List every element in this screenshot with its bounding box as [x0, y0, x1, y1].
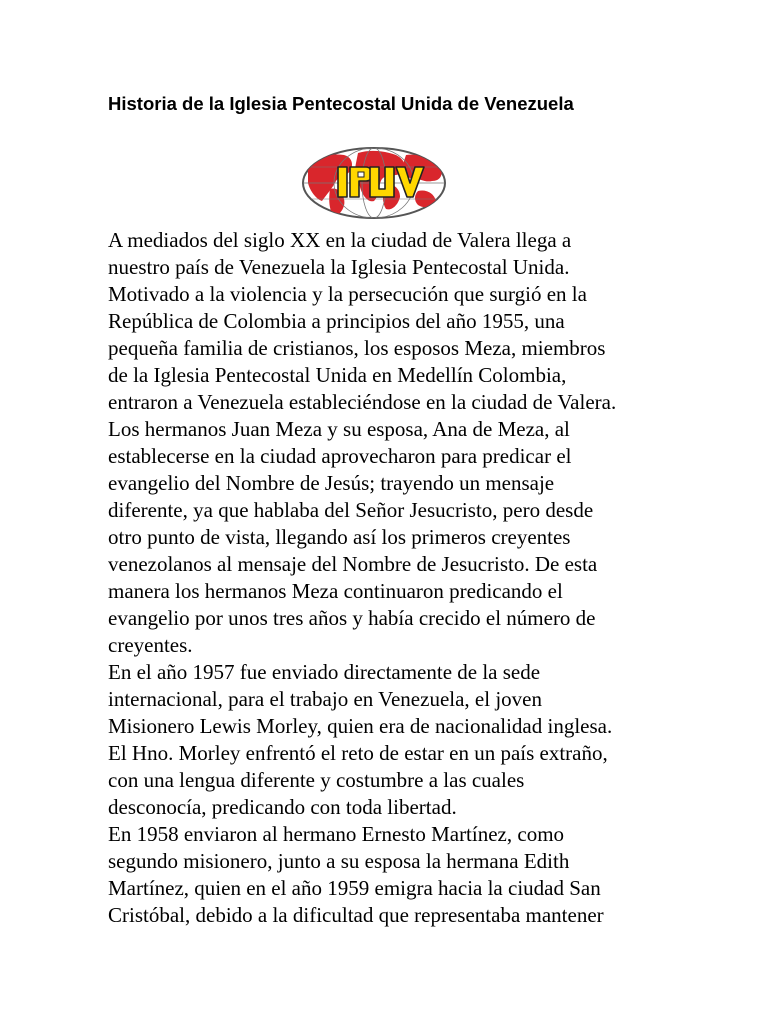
- text-line: internacional, para el trabajo en Venezuela, el joven: [108, 687, 542, 711]
- text-line: El Hno. Morley enfrentó el reto de estar en un país extraño,: [108, 741, 608, 765]
- text-line: En el año 1957 fue enviado directamente de la sede: [108, 660, 541, 684]
- body-paragraph: [108, 227, 708, 929]
- text-line: evangelio por unos tres años y había crecido el número de: [108, 606, 596, 630]
- text-line: nuestro país de Venezuela la Iglesia Pentecostal Unida.: [108, 255, 570, 279]
- text-line: creyentes.: [108, 633, 193, 657]
- text-line: evangelio del Nombre de Jesús; trayendo un mensaje: [108, 471, 555, 495]
- text-line: entraron a Venezuela estableciéndose en la ciudad de Valera.: [108, 390, 617, 414]
- text-line: desconocía, predicando con toda libertad.: [108, 795, 457, 819]
- text-line: En 1958 enviaron al hermano Ernesto Martínez, como: [108, 822, 565, 846]
- text-line: Martínez, quien en el año 1959 emigra hacia la ciudad San: [108, 876, 601, 900]
- text-line: A mediados del siglo XX en la ciudad de Valera llega a: [108, 228, 572, 252]
- text-line: diferente, ya que hablaba del Señor Jesucristo, pero desde: [108, 498, 594, 522]
- text-line: Motivado a la violencia y la persecución que surgió en la: [108, 282, 587, 306]
- ipuv-globe-logo-icon: [300, 145, 448, 221]
- text-line: manera los hermanos Meza continuaron predicando el: [108, 579, 563, 603]
- text-line: segundo misionero, junto a su esposa la hermana Edith: [108, 849, 570, 873]
- page-title: Historia de la Iglesia Pentecostal Unida de Venezuela: [108, 93, 574, 114]
- text-line: pequeña familia de cristianos, los esposos Meza, miembros: [108, 336, 606, 360]
- text-line: Cristóbal, debido a la dificultad que representaba mantener: [108, 903, 604, 927]
- text-line: de la Iglesia Pentecostal Unida en Medellín Colombia,: [108, 363, 567, 387]
- text-line: otro punto de vista, llegando así los primeros creyentes: [108, 525, 571, 549]
- text-line: Misionero Lewis Morley, quien era de nacionalidad inglesa.: [108, 714, 613, 738]
- text-line: Los hermanos Juan Meza y su esposa, Ana de Meza, al: [108, 417, 570, 441]
- text-line: República de Colombia a principios del año 1955, una: [108, 309, 565, 333]
- text-line: establecerse en la ciudad aprovecharon para predicar el: [108, 444, 572, 468]
- text-line: con una lengua diferente y costumbre a las cuales: [108, 768, 525, 792]
- text-line: venezolanos al mensaje del Nombre de Jesucristo. De esta: [108, 552, 598, 576]
